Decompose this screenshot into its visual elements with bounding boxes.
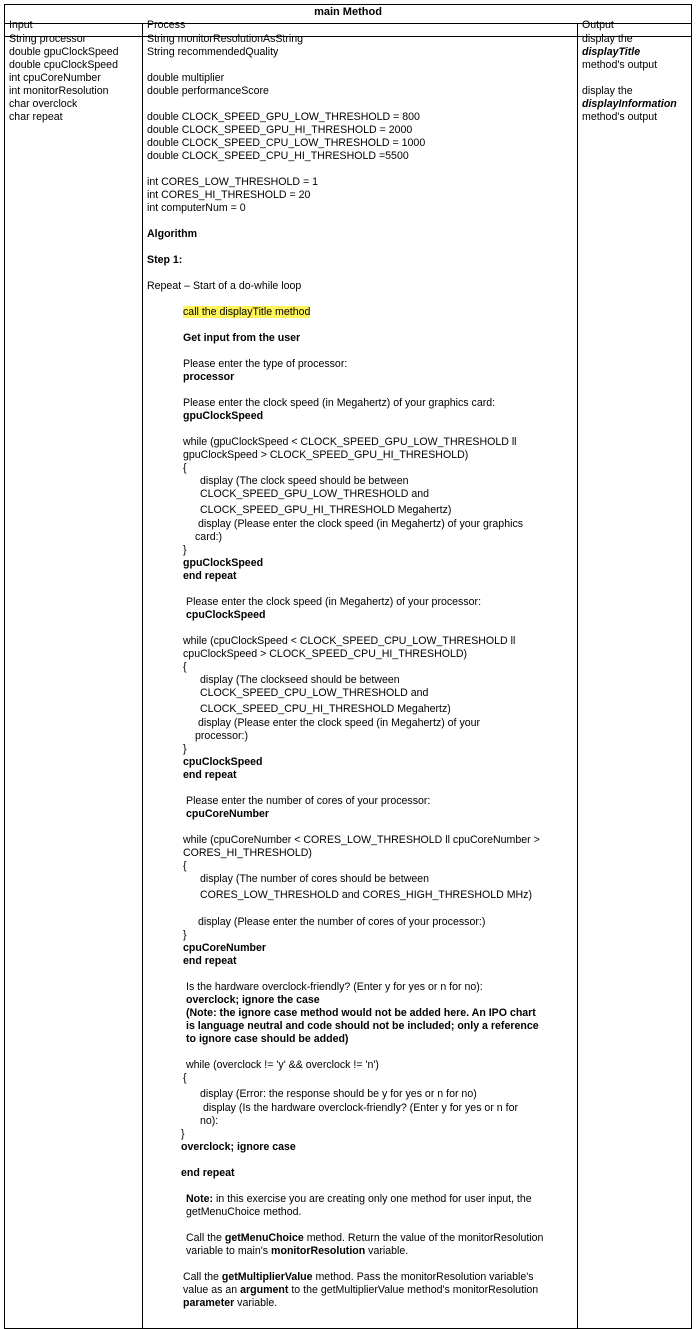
brace: } [183, 929, 187, 941]
output-line: method's output [582, 111, 658, 123]
variable-line: overclock; ignore the case [186, 994, 320, 1006]
column-divider-input-process [142, 23, 143, 1328]
output-line: method's output [582, 59, 658, 71]
menu-choice-paragraph [186, 1245, 408, 1258]
text-run: variable. [234, 1297, 278, 1309]
variable-line: cpuClockSpeed [183, 756, 263, 768]
header-output: Output [582, 19, 614, 31]
output-method-name: displayTitle [582, 46, 641, 58]
declaration-line: String monitorResolutionAsString [147, 33, 304, 45]
header-input: Input [9, 19, 33, 31]
display-line: display (Is the hardware overclock-friendly? (Enter y for yes or n for [203, 1102, 518, 1114]
brace: { [183, 1072, 187, 1084]
algorithm-heading: Algorithm [147, 228, 198, 240]
declaration-line: String recommendedQuality [147, 46, 279, 58]
prompt-line: Is the hardware overclock-friendly? (Enter y for yes or n for no): [186, 981, 483, 993]
end-repeat-line: end repeat [183, 570, 237, 582]
step-heading: Step 1: [147, 254, 183, 266]
brace: { [183, 661, 187, 673]
display-line: display (The clockseed should be between [200, 674, 400, 686]
display-line: no): [200, 1115, 219, 1127]
keyword: argument [240, 1284, 289, 1296]
brace: { [183, 462, 187, 474]
declaration-line: double CLOCK_SPEED_CPU_HI_THRESHOLD =5500 [147, 150, 409, 162]
display-line: processor:) [195, 730, 248, 742]
get-input-heading: Get input from the user [183, 332, 301, 344]
menu-choice-paragraph [186, 1232, 543, 1245]
brace: } [183, 743, 187, 755]
declaration-line: double CLOCK_SPEED_GPU_HI_THRESHOLD = 2000 [147, 124, 413, 136]
display-line: CORES_LOW_THRESHOLD and CORES_HIGH_THRESHOLD MHz) [200, 889, 533, 901]
display-line: CLOCK_SPEED_GPU_LOW_THRESHOLD and [200, 488, 430, 500]
variable-line: cpuCoreNumber [183, 942, 266, 954]
while-line: cpuClockSpeed > CLOCK_SPEED_CPU_HI_THRESHOLD) [183, 648, 468, 660]
prompt-line: Please enter the clock speed (in Megahertz) of your graphics card: [183, 397, 496, 409]
text-run: method. Return the value of the monitorResolution [303, 1232, 544, 1244]
end-repeat-line: end repeat [183, 955, 237, 967]
output-method-name: displayInformation [582, 98, 677, 110]
display-line: display (Please enter the clock speed (in Megahertz) of your [198, 717, 481, 729]
output-line: display the [582, 33, 633, 45]
note-line: to ignore case should be added) [186, 1033, 349, 1045]
text-run: Call the [186, 1232, 225, 1244]
call-display-title-line [183, 306, 310, 319]
declaration-line: int CORES_HI_THRESHOLD = 20 [147, 189, 311, 201]
variable-line: gpuClockSpeed [183, 410, 264, 422]
text-run: to the getMultiplierValue method's monitorResolution [288, 1284, 539, 1296]
ipo-chart-table [4, 4, 692, 1329]
display-line: card:) [195, 531, 223, 543]
end-repeat-line: end repeat [183, 769, 237, 781]
while-line: CORES_HI_THRESHOLD) [183, 847, 312, 859]
declaration-line: double CLOCK_SPEED_CPU_LOW_THRESHOLD = 1000 [147, 137, 426, 149]
input-item: double gpuClockSpeed [9, 46, 119, 58]
display-line: display (The number of cores should be between [200, 873, 430, 885]
end-repeat-line: end repeat [181, 1167, 235, 1179]
method-name: getMenuChoice [224, 1232, 304, 1244]
variable-line: gpuClockSpeed [183, 557, 264, 569]
multiplier-paragraph [183, 1297, 277, 1310]
note-line: (Note: the ignore case method would not be added here. An IPO chart [186, 1007, 536, 1019]
note-line: is language neutral and code should not be included; only a reference [186, 1020, 539, 1032]
multiplier-paragraph [183, 1271, 534, 1284]
display-line: CLOCK_SPEED_CPU_LOW_THRESHOLD and [200, 687, 429, 699]
brace: } [183, 544, 187, 556]
note-paragraph: getMenuChoice method. [186, 1206, 302, 1218]
text-run: value as an [183, 1284, 241, 1296]
while-line: gpuClockSpeed > CLOCK_SPEED_GPU_HI_THRESHOLD) [183, 449, 469, 461]
input-item: char repeat [9, 111, 63, 123]
text-run: Call the [183, 1271, 222, 1283]
prompt-line: Please enter the clock speed (in Megahertz) of your processor: [186, 596, 482, 608]
note-text: in this exercise you are creating only one method for user input, the [213, 1193, 532, 1205]
header-process: Process [147, 19, 186, 31]
input-item: String processor [9, 33, 87, 45]
output-line: display the [582, 85, 633, 97]
declaration-line: double CLOCK_SPEED_GPU_LOW_THRESHOLD = 800 [147, 111, 420, 123]
while-line: while (cpuClockSpeed < CLOCK_SPEED_CPU_LOW_THRESHOLD ll [183, 635, 516, 647]
declaration-line: double performanceScore [147, 85, 269, 97]
multiplier-paragraph [183, 1284, 538, 1297]
prompt-line: Please enter the number of cores of your processor: [186, 795, 431, 807]
while-line: while (cpuCoreNumber < CORES_LOW_THRESHOLD ll cpuCoreNumber > [183, 834, 540, 846]
prompt-line: Please enter the type of processor: [183, 358, 348, 370]
declaration-line: int CORES_LOW_THRESHOLD = 1 [147, 176, 319, 188]
declaration-line: int computerNum = 0 [147, 202, 246, 214]
while-line: while (overclock != 'y' && overclock != 'n') [186, 1059, 379, 1071]
input-item: double cpuClockSpeed [9, 59, 118, 71]
input-item: int monitorResolution [9, 85, 109, 97]
display-line: display (Error: the response should be y for yes or n for no) [200, 1088, 477, 1100]
brace: } [181, 1128, 185, 1140]
display-line: CLOCK_SPEED_GPU_HI_THRESHOLD Megahertz) [200, 504, 452, 516]
variable-name: monitorResolution [271, 1245, 366, 1257]
text-run: variable to main's [186, 1245, 272, 1257]
while-line: while (gpuClockSpeed < CLOCK_SPEED_GPU_LOW_THRESHOLD ll [183, 436, 517, 448]
note-label: Note: [186, 1193, 214, 1205]
variable-line: cpuClockSpeed [186, 609, 266, 621]
note-paragraph [186, 1193, 532, 1206]
declaration-line: double multiplier [147, 72, 225, 84]
variable-line: processor [183, 371, 235, 383]
display-line: display (Please enter the clock speed (in Megahertz) of your graphics [198, 518, 524, 530]
display-line: CLOCK_SPEED_CPU_HI_THRESHOLD Megahertz) [200, 703, 451, 715]
table-title: main Method [314, 6, 382, 18]
highlighted-text: call the displayTitle method [183, 306, 311, 318]
input-item: int cpuCoreNumber [9, 72, 101, 84]
display-line: display (Please enter the number of cores of your processor:) [198, 916, 486, 928]
variable-line: cpuCoreNumber [186, 808, 269, 820]
method-name: getMultiplierValue [221, 1271, 313, 1283]
text-run: variable. [365, 1245, 409, 1257]
keyword: parameter [183, 1297, 235, 1309]
variable-line: overclock; ignore case [181, 1141, 296, 1153]
display-line: display (The clock speed should be between [200, 475, 409, 487]
repeat-line: Repeat – Start of a do-while loop [147, 280, 302, 292]
column-divider-process-output [577, 23, 578, 1328]
input-item: char overclock [9, 98, 78, 110]
brace: { [183, 860, 187, 872]
text-run: method. Pass the monitorResolution variable's [312, 1271, 534, 1283]
